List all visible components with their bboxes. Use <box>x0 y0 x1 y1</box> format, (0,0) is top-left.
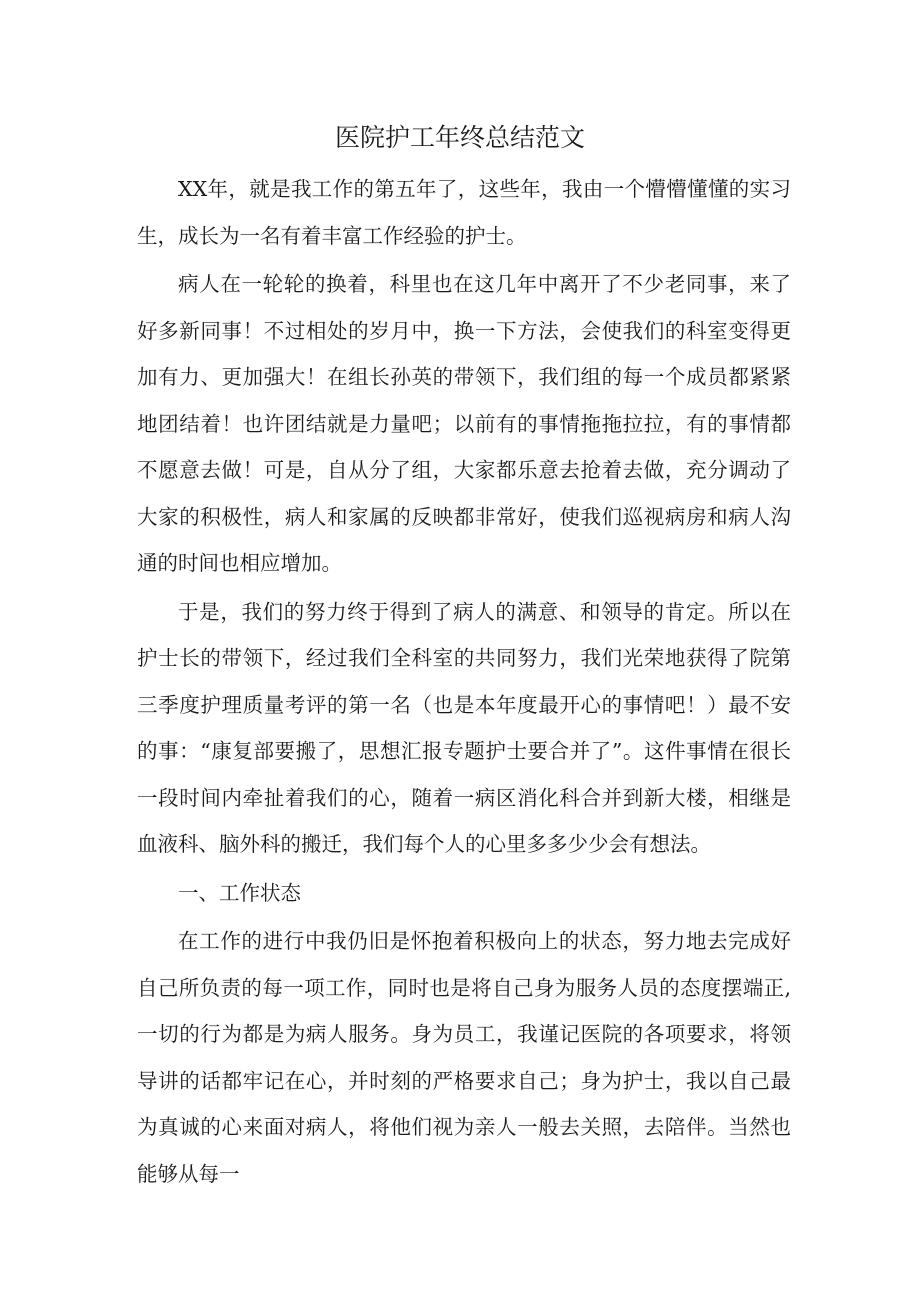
document-title: 医院护工年终总结范文 <box>334 123 585 152</box>
section-heading-work-status: 一、工作状态 <box>178 880 301 905</box>
paragraph-team: 病人在一轮轮的换着，科里也在这几年中离开了不少老同事，来了好多新同事！不过相处的岁月中，换一下方法，会使我们的科室变得更加有力、更加强大！在组长孙英的带领下，我们组的每一个成员都紧紧地团结着！也许团结就是力量吧；以前有的事情拖拖拉拉，有的事情都不愿意去做！可是，自从分了组，大家都乐意去抢着去做，充分调动了大家的积极性，病人和家属的反映都非常好，使我们巡视病房和病人沟通的时间也相应增加。 <box>137 272 791 575</box>
paragraph-intro: XX年，就是我工作的第五年了，这些年，我由一个懵懵懂懂的实习生，成长为一名有着丰富工作经验的护士。 <box>137 177 791 248</box>
paragraph-work-status: 在工作的进行中我仍旧是怀抱着积极向上的状态，努力地去完成好自己所负责的每一项工作，同时也是将自己身为服务人员的态度摆端正,一切的行为都是为病人服务。身为员工，我谨记医院的各项要求，将领导讲的话都牢记在心，并时刻的严格要求自己；身为护士，我以自己最为真诚的心来面对病人，将他们视为亲人一般去关照，去陪伴。当然也能够从每一 <box>137 929 791 1186</box>
paragraph-achievement: 于是，我们的努力终于得到了病人的满意、和领导的肯定。所以在护士长的带领下，经过我们全科室的共同努力，我们光荣地获得了院第三季度护理质量考评的第一名（也是本年度最开心的事情吧！）最不安的事：“康复部要搬了，思想汇报专题护士要合并了”。这件事情在很长一段时间内牵扯着我们的心，随着一病区消化科合并到新大楼，相继是血液科、脑外科的搬迁，我们每个人的心里多多少少会有想法。 <box>137 599 791 856</box>
document-body <box>137 166 791 1199</box>
